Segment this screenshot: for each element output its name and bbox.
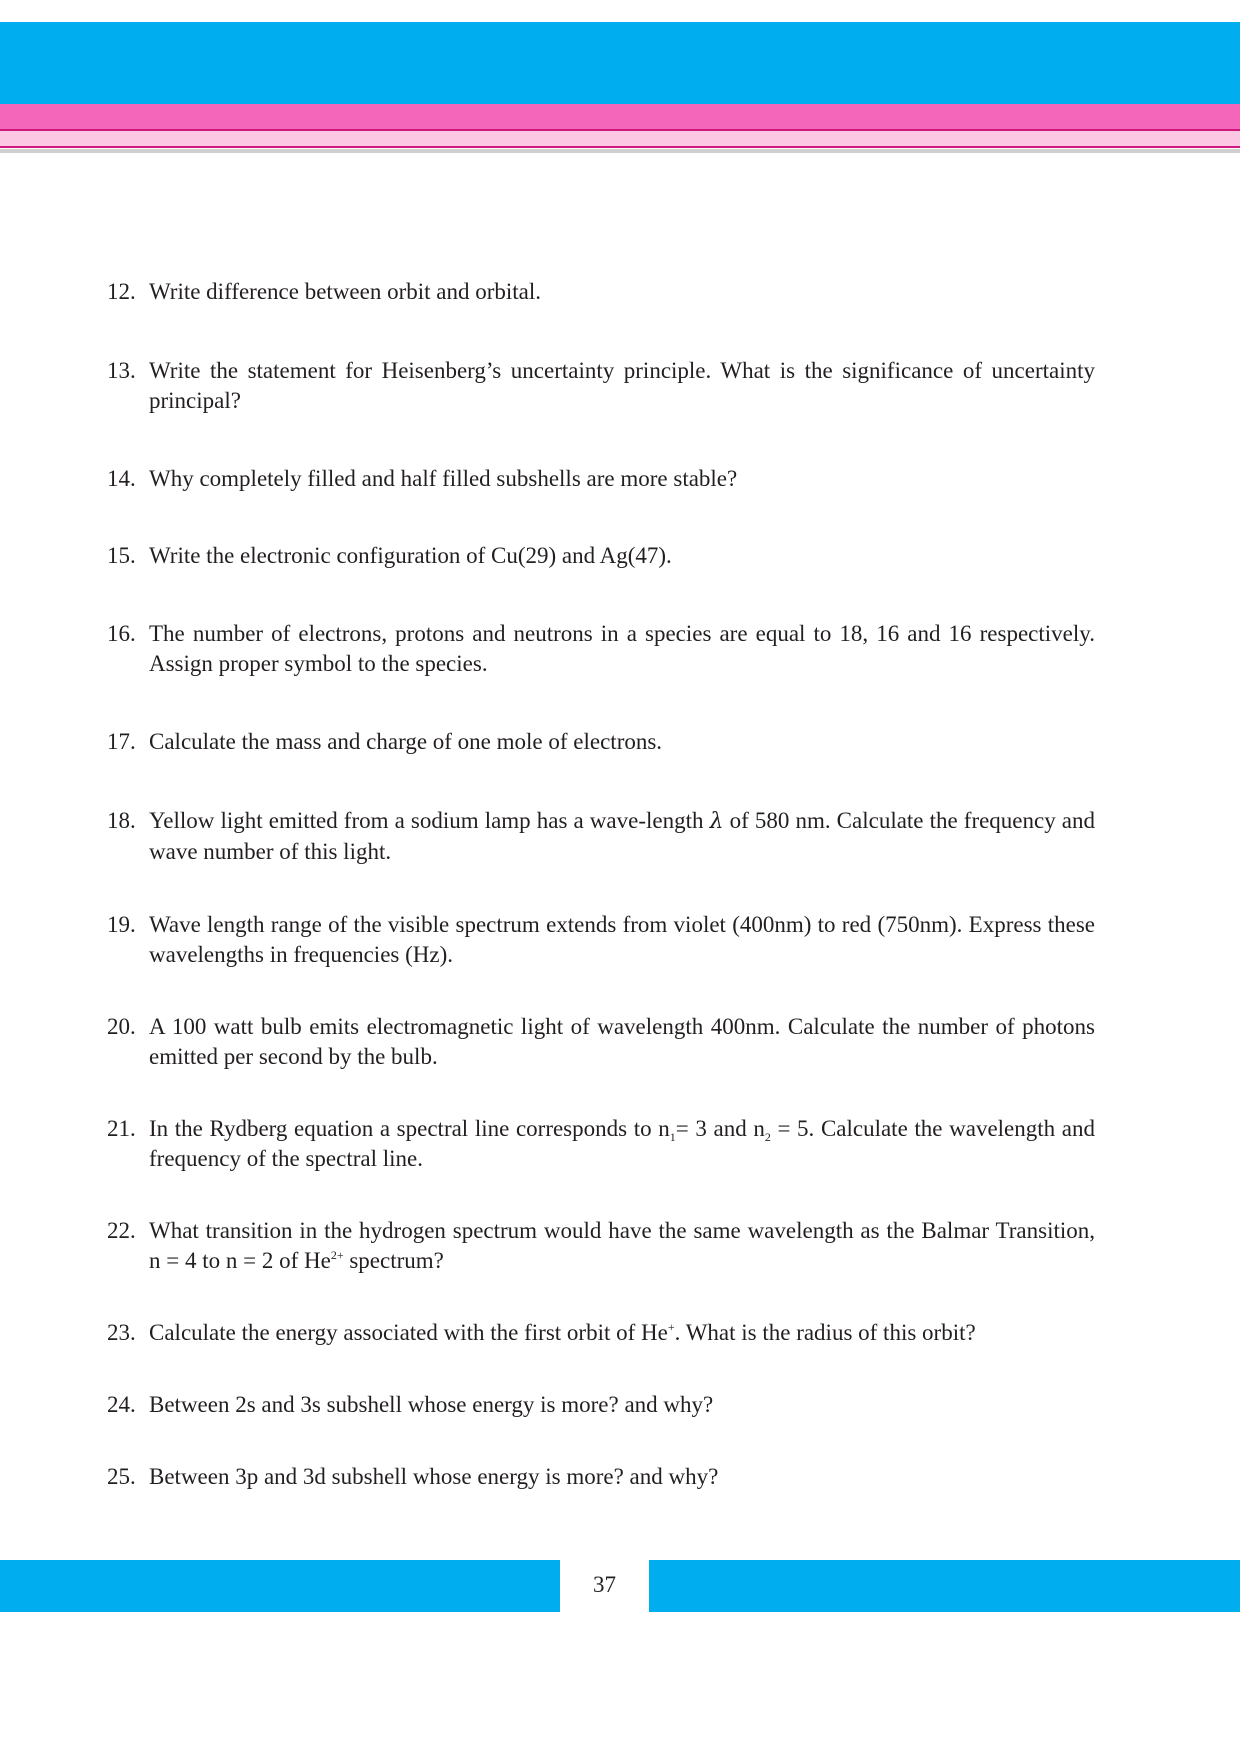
question-15 bbox=[107, 541, 1095, 571]
page-number: 37 bbox=[593, 1572, 616, 1597]
question-text: Write the electronic configuration of Cu(29) and Ag(47). bbox=[149, 543, 672, 568]
question-text bbox=[149, 806, 1095, 867]
question-number: 24. bbox=[107, 1392, 136, 1417]
question-number: 15. bbox=[107, 543, 136, 568]
question-number: 17. bbox=[107, 729, 136, 754]
question-number: 21. bbox=[107, 1116, 136, 1141]
question-23 bbox=[107, 1318, 1095, 1348]
question-number: 23. bbox=[107, 1320, 136, 1345]
question-13 bbox=[107, 356, 1095, 416]
question-number: 22. bbox=[107, 1218, 136, 1243]
question-25 bbox=[107, 1462, 1095, 1492]
superscript: 2+ bbox=[330, 1248, 344, 1262]
question-21 bbox=[107, 1114, 1095, 1174]
question-text-part: What transition in the hydrogen spectrum would have the same wavelength as the Balmar Transition, n = 4 to n = 2 of He bbox=[149, 1218, 1095, 1273]
question-17 bbox=[107, 727, 1095, 757]
question-text: The number of electrons, protons and neutrons in a species are equal to 18, 16 and 16 respectively. Assign proper symbol to the species. bbox=[149, 621, 1095, 676]
question-text: A 100 watt bulb emits electromagnetic light of wavelength 400nm. Calculate the number of photons emitted per second by the bulb. bbox=[149, 1014, 1095, 1069]
question-number: 19. bbox=[107, 912, 136, 937]
question-text-part: In the Rydberg equation a spectral line corresponds to n bbox=[149, 1116, 670, 1141]
question-text-part: spectrum? bbox=[343, 1248, 444, 1273]
question-text: Between 2s and 3s subshell whose energy is more? and why? bbox=[149, 1392, 714, 1417]
question-text bbox=[149, 1114, 1095, 1174]
question-text-part: = 5. Calculate the wavelength and frequency of the spectral line. bbox=[149, 1116, 1095, 1171]
question-text: Calculate the mass and charge of one mole of electrons. bbox=[149, 729, 663, 754]
footer-band-right bbox=[649, 1560, 1240, 1612]
question-text: Write difference between orbit and orbital. bbox=[149, 279, 542, 304]
question-number: 16. bbox=[107, 621, 136, 646]
question-text-part: of 580 nm. Calculate the frequency and wave number of this light. bbox=[149, 808, 1096, 864]
question-text-part: = 3 and n bbox=[675, 1116, 765, 1141]
question-16 bbox=[107, 619, 1095, 679]
subscript: 2 bbox=[764, 1130, 771, 1144]
question-text-part: . What is the radius of this orbit? bbox=[674, 1320, 976, 1345]
question-24 bbox=[107, 1390, 1095, 1420]
question-text bbox=[149, 1318, 1095, 1348]
question-text-part: Yellow light emitted from a sodium lamp has a wave-length bbox=[149, 808, 704, 833]
question-number: 12. bbox=[107, 279, 136, 304]
question-text: Why completely filled and half filled subshells are more stable? bbox=[149, 466, 738, 491]
question-number: 20. bbox=[107, 1014, 136, 1039]
question-18 bbox=[107, 806, 1095, 867]
question-14 bbox=[107, 464, 1095, 494]
subscript: 1 bbox=[669, 1130, 676, 1144]
question-text-part: Calculate the energy associated with the first orbit of He bbox=[149, 1320, 668, 1345]
question-20 bbox=[107, 1012, 1095, 1072]
question-text: Between 3p and 3d subshell whose energy is more? and why? bbox=[149, 1464, 719, 1489]
question-12 bbox=[107, 277, 1095, 307]
superscript: + bbox=[667, 1320, 675, 1334]
question-number: 25. bbox=[107, 1464, 136, 1489]
question-number: 13. bbox=[107, 358, 136, 383]
question-19 bbox=[107, 910, 1095, 970]
question-text: Write the statement for Heisenberg’s uncertainty principle. What is the significance of uncertainty principal? bbox=[149, 358, 1095, 413]
footer-band-left bbox=[0, 1560, 560, 1612]
question-number: 18. bbox=[107, 808, 136, 833]
question-text: Wave length range of the visible spectrum extends from violet (400nm) to red (750nm). Express these wavelengths in frequencies (Hz). bbox=[149, 912, 1095, 967]
question-text bbox=[149, 1216, 1095, 1276]
question-number: 14. bbox=[107, 466, 136, 491]
lambda-symbol: λ bbox=[709, 809, 724, 834]
question-22 bbox=[107, 1216, 1095, 1276]
